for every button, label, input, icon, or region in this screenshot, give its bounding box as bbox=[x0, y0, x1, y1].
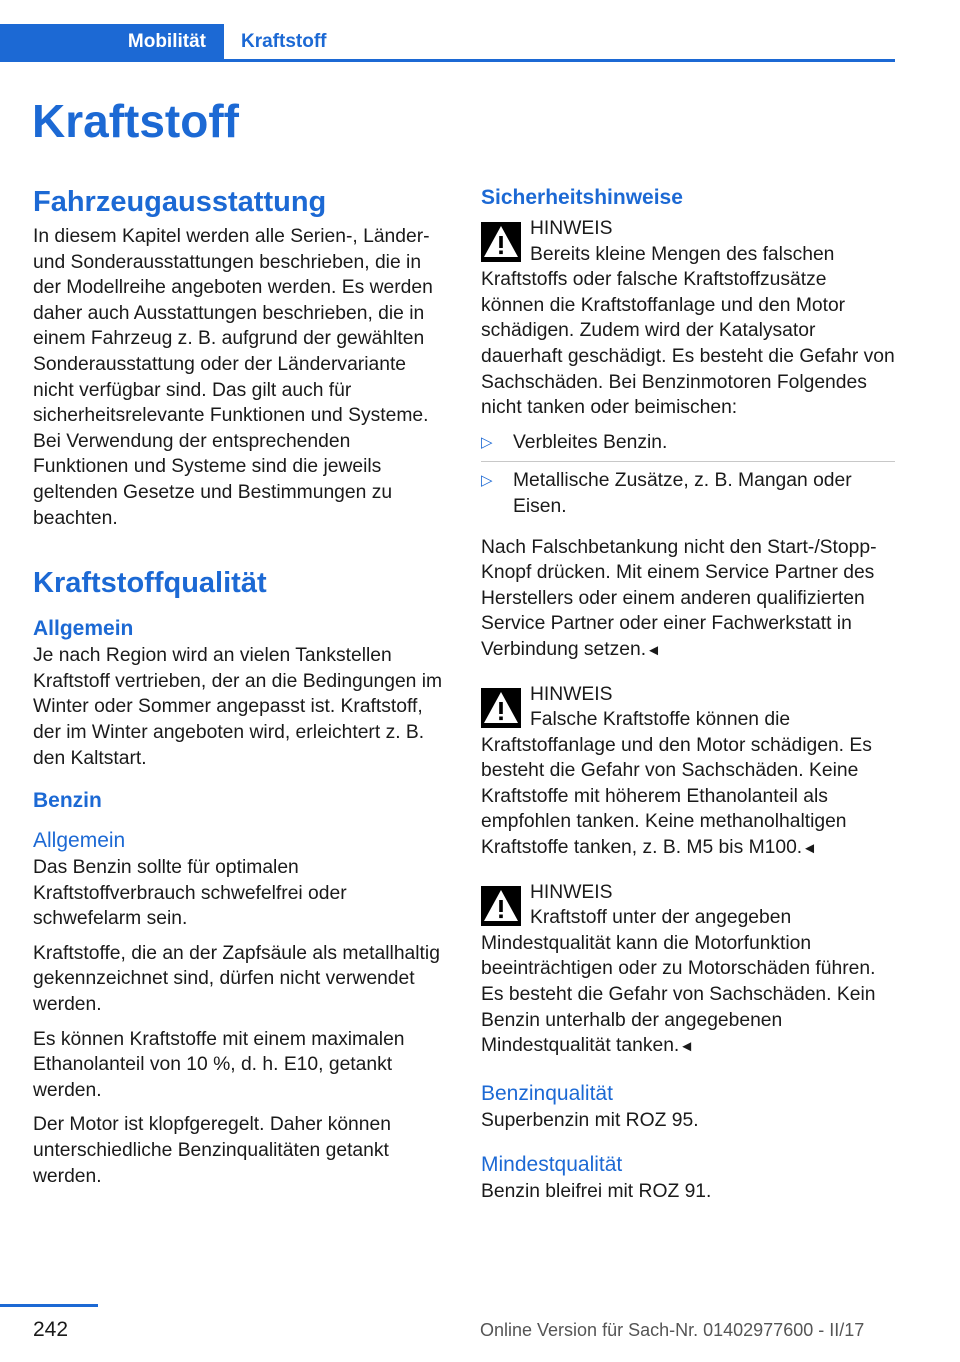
warning-block-2 bbox=[481, 682, 895, 862]
right-column bbox=[481, 184, 895, 1214]
page-number: 242 bbox=[33, 1318, 69, 1341]
paragraph-benzin-2: Kraftstoffe, die an der Zapfsäule als metallhaltig gekennzeichnet sind, dürfen nicht verwendet werden. bbox=[33, 942, 440, 1016]
bullet-list bbox=[481, 430, 895, 526]
warning-block-1 bbox=[481, 216, 895, 421]
warning-title: HINWEIS bbox=[530, 881, 613, 903]
end-mark-icon: ◄ bbox=[679, 1038, 695, 1056]
warning-title: HINWEIS bbox=[530, 683, 613, 705]
paragraph-benzin-4: Der Motor ist klopfgeregelt. Daher können unterschiedliche Benzinqualitäten getankt werden. bbox=[33, 1114, 391, 1187]
online-version-note: Online Version für Sach-Nr. 01402977600 - II/17 bbox=[480, 1320, 865, 1340]
warning-text: Kraftstoff unter der angegeben Mindestqualität kann die Motorfunktion beeinträchtigen oder zu Motorschäden führen. Es besteht die Gefahr von Sachschäden. Kein Benzin unterhalb der angegebenen Mindestqualität tanken. bbox=[481, 907, 876, 1057]
list-item bbox=[481, 430, 895, 463]
page-title: Kraftstoff bbox=[32, 95, 239, 147]
warning-triangle-icon bbox=[481, 886, 521, 926]
warning-text: Falsche Kraftstoffe können die Kraftstoffanlage und den Motor schädigen. Es besteht die Gefahr von Sachschäden. Keine Kraftstoffe mit höherem Ethanolanteil als empfohlen tanken. Keine methanolhaltigen Kraftstoffe tanken, z. B. M5 bis M100. bbox=[481, 709, 872, 859]
paragraph-allgemein: Je nach Region wird an vielen Tankstellen Kraftstoff vertrieben, der an die Bedingungen im Winter oder Sommer angepasst ist. Kraftstoff, der im Winter angeboten wird, erleichtert z. B. den Kaltstart. bbox=[33, 645, 443, 769]
paragraph-benzinqualitaet: Superbenzin mit ROZ 95. bbox=[481, 1109, 699, 1131]
chapter-tab-active-label: Mobilität bbox=[127, 31, 206, 52]
bullet-triangle-icon: ▷ bbox=[481, 433, 493, 451]
warning-block-3 bbox=[481, 880, 895, 1060]
paragraph-text: Nach Falschbetankung nicht den Start-/Stopp-Knopf drücken. Mit einem Service Partner des Herstellers oder einem anderen qualifizierten Service Partner oder einer Fachwerkstatt in Verbindung setzen. bbox=[481, 536, 877, 660]
left-column bbox=[33, 184, 447, 1198]
end-mark-icon: ◄ bbox=[802, 840, 818, 858]
warning-title: HINWEIS bbox=[530, 218, 613, 239]
heading-benzinqualitaet: Benzinqualität bbox=[481, 1081, 613, 1105]
end-mark-icon: ◄ bbox=[646, 641, 661, 659]
chapter-tab-active bbox=[0, 24, 224, 62]
header-divider bbox=[0, 59, 895, 62]
heading-sicherheitshinweise: Sicherheitshinweise bbox=[481, 186, 683, 209]
paragraph-mindestqualitaet: Benzin bleifrei mit ROZ 91. bbox=[481, 1181, 712, 1203]
paragraph-fahrzeugausstattung: In diesem Kapitel werden alle Serien-, Länder- und Sonderausstattungen beschrieben, die in der Modellreihe angeboten werden. Es werden daher auch Ausstattungen beschrieben, die in einem Fahrzeug z. B. aufgrund der gewählten Sonderausstattung oder der Ländervariante nicht verfügbar sind. Das gilt auch für sicherheitsrelevante Funktionen und Systeme. Bei Verwendung der entsprechenden Funktionen und Systeme sind die jeweils geltenden Gesetze und Bestimmungen zu beachten. bbox=[33, 226, 433, 529]
paragraph-benzin-1: Das Benzin sollte für optimalen Kraftstoffverbrauch schwefelfrei oder schwefelarm sein. bbox=[33, 857, 347, 930]
list-item-text: Verbleites Benzin. bbox=[513, 431, 668, 453]
page-header bbox=[0, 0, 895, 61]
heading-benzin: Benzin bbox=[33, 789, 102, 813]
footer-divider bbox=[0, 1304, 98, 1307]
paragraph-benzin-3: Es können Kraftstoffe mit einem maximalen Ethanolanteil von 10 %, d. h. E10, getankt werden. bbox=[33, 1028, 405, 1101]
warning-triangle-icon bbox=[481, 688, 521, 728]
heading-benzin-allgemein: Allgemein bbox=[33, 829, 126, 853]
warning-triangle-icon bbox=[481, 222, 521, 262]
chapter-tab-inactive: Kraftstoff bbox=[241, 31, 327, 52]
list-item bbox=[481, 468, 895, 525]
heading-mindestqualitaet: Mindestqualität bbox=[481, 1153, 623, 1177]
bullet-triangle-icon: ▷ bbox=[481, 472, 493, 490]
paragraph-falschbetankung bbox=[481, 535, 895, 664]
heading-kraftstoffqualitaet: Kraftstoffqualität bbox=[33, 567, 267, 600]
warning-text: Bereits kleine Mengen des falschen Kraftstoffs oder falsche Kraftstoffzusätze können die Kraftstoffanlage und den Motor schädigen. Zudem wird der Katalysator dauerhaft geschädigt. Es besteht die Gefahr von Sachschäden. Bei Benzinmotoren Folgendes nicht tanken oder beimischen: bbox=[481, 243, 895, 419]
heading-fahrzeugausstattung: Fahrzeugausstattung bbox=[33, 186, 327, 218]
list-item-text: Metallische Zusätze, z. B. Mangan oder Eisen. bbox=[513, 470, 852, 517]
heading-allgemein: Allgemein bbox=[33, 617, 134, 641]
